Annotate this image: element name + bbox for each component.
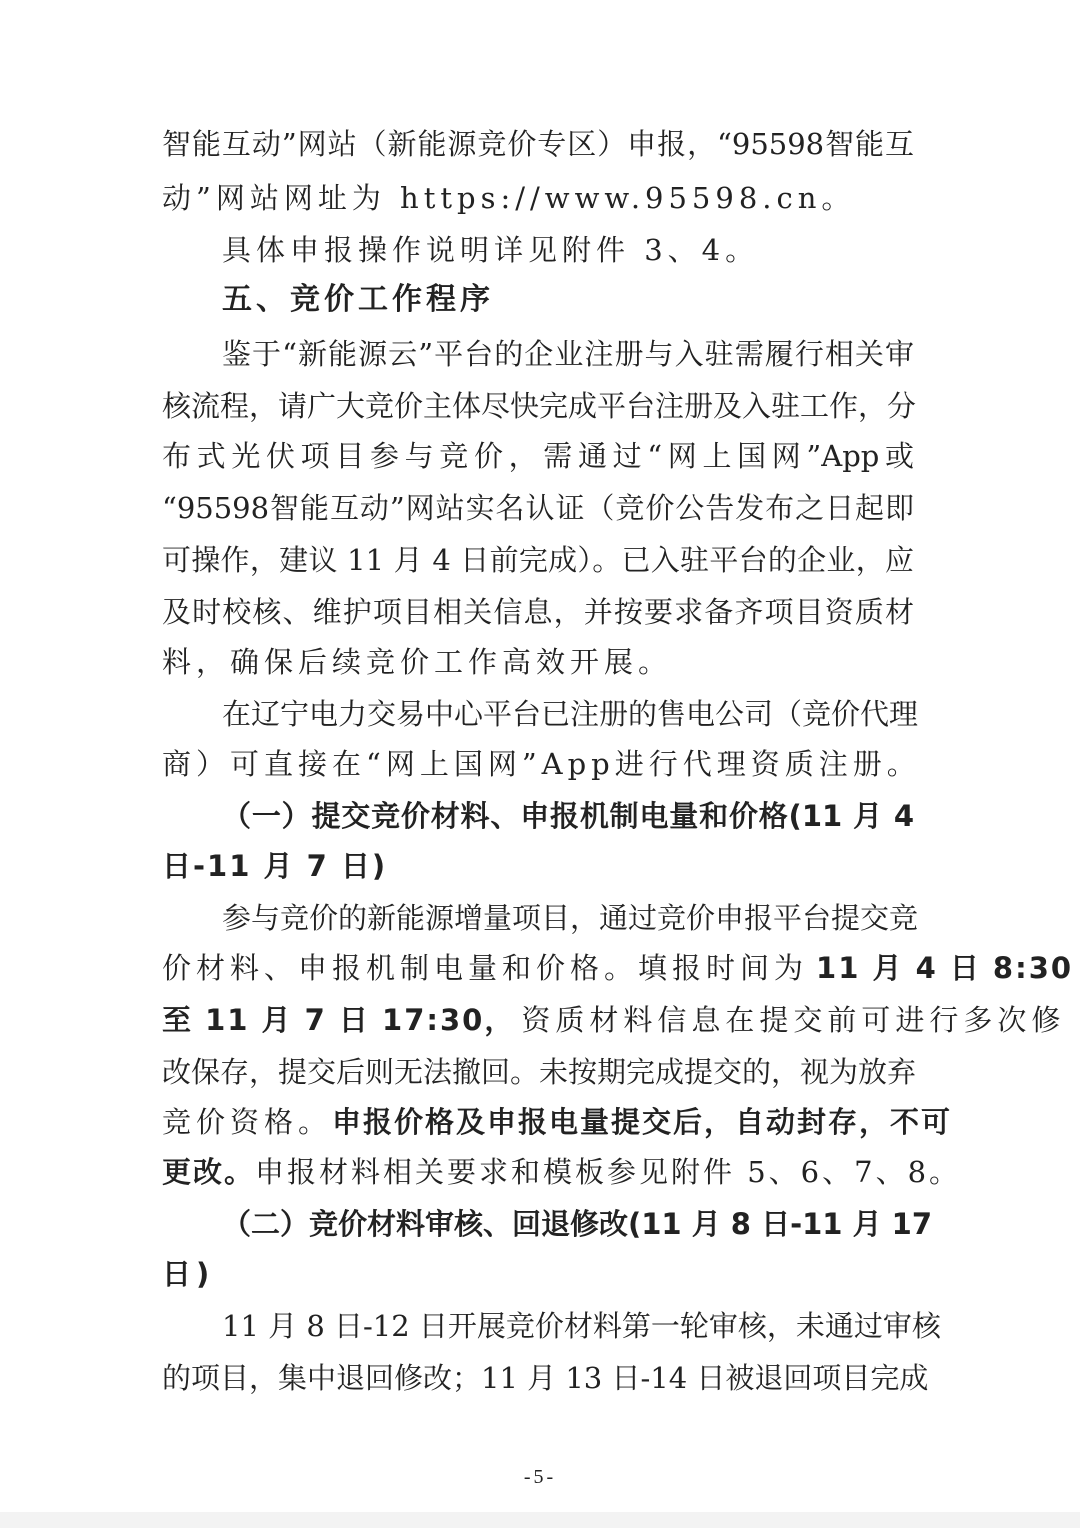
subsection-heading-cont: 日)	[162, 1257, 215, 1291]
paragraph-line: 改保存，提交后则无法撤回。未按期完成提交的，视为放弃	[162, 1055, 917, 1089]
bold-date-span: 11 月 4 日 8:30	[816, 951, 1074, 985]
text-span: 竞价资格。	[162, 1105, 333, 1139]
page-bottom-edge	[0, 1512, 1080, 1528]
text-span: 资质材料信息在提交前可进行多次修	[521, 1003, 1066, 1037]
paragraph-line: 动”网站网址为 https://www.95598.cn。	[162, 181, 856, 215]
paragraph-line: 的项目，集中退回修改；11 月 13 日-14 日被退回项目完成	[162, 1361, 929, 1395]
paragraph-line: 11 月 8 日-12 日开展竞价材料第一轮审核，未通过审核	[222, 1309, 941, 1343]
paragraph-line: 在辽宁电力交易中心平台已注册的售电公司（竞价代理	[222, 697, 919, 731]
paragraph-line: 料，确保后续竞价工作高效开展。	[162, 645, 673, 679]
paragraph-line: 参与竞价的新能源增量项目，通过竞价申报平台提交竞	[222, 901, 919, 935]
paragraph-line: 智能互动”网站（新能源竞价专区）申报，“95598智能互	[162, 127, 914, 161]
subsection-heading: （二）竞价材料审核、回退修改(11 月 8 日-11 月 17	[222, 1207, 933, 1241]
section-heading: 五、竞价工作程序	[222, 282, 494, 317]
paragraph-line: 布式光伏项目参与竞价，需通过“网上国网”App或	[162, 439, 914, 473]
text-span: 价材料、申报机制电量和价格。填报时间为	[162, 951, 809, 985]
paragraph-line	[162, 1152, 962, 1192]
subsection-heading-cont: 日-11 月 7 日)	[162, 849, 388, 883]
paragraph-line	[162, 1000, 1066, 1040]
paragraph-line: 具体申报操作说明详见附件 3、4。	[222, 233, 760, 267]
paragraph-line	[162, 948, 1074, 988]
paragraph-line: 可操作，建议 11 月 4 日前完成）。已入驻平台的企业，应	[162, 543, 914, 577]
subsection-heading: （一）提交竞价材料、申报机制电量和价格(11 月 4	[222, 799, 914, 833]
text-span: 申报材料相关要求和模板参见附件 5、6、7、8。	[255, 1155, 962, 1189]
bold-emphasis-span: 更改。	[162, 1155, 256, 1189]
bold-emphasis-span: 申报价格及申报电量提交后，自动封存，不可	[332, 1105, 953, 1139]
page-number: -5-	[523, 1466, 557, 1488]
bold-date-span: 至 11 月 7 日 17:30，	[162, 1003, 516, 1037]
paragraph-line: 商）可直接在“网上国网”App进行代理资质注册。	[162, 747, 921, 781]
paragraph-line: 鉴于“新能源云”平台的企业注册与入驻需履行相关审	[222, 337, 914, 371]
paragraph-line	[162, 1102, 953, 1142]
paragraph-line: 核流程，请广大竞价主体尽快完成平台注册及入驻工作，分	[162, 389, 917, 423]
paragraph-line: “95598智能互动”网站实名认证（竞价公告发布之日起即	[162, 491, 914, 525]
paragraph-line: 及时校核、维护项目相关信息，并按要求备齐项目资质材	[162, 595, 914, 629]
